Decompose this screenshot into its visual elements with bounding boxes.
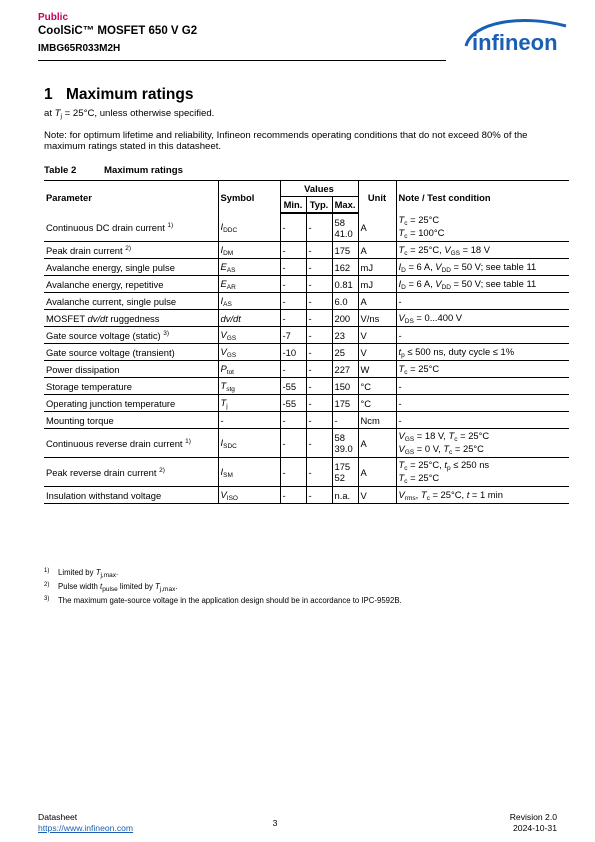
table-row — [44, 242, 569, 259]
cell-unit: A — [358, 429, 396, 458]
cell-parameter: Avalanche energy, single pulse — [44, 259, 218, 276]
footer-date: 2024-10-31 — [513, 823, 557, 833]
header-min: Min. — [280, 197, 306, 214]
cell-note: $T_c = 25^\circ C$ $T_c = 100^\circ C$ — [396, 213, 569, 242]
infineon-logo — [462, 16, 574, 60]
cell-symbol: $T_{stg}$ — [218, 378, 280, 395]
table-label: Table 2 — [44, 165, 77, 176]
table-row — [44, 259, 569, 276]
cell-parameter: Avalanche current, single pulse — [44, 293, 218, 310]
cell-max: 23 — [332, 327, 358, 344]
cell-symbol: $P_{tot}$ — [218, 361, 280, 378]
cell-typ: - — [306, 213, 332, 242]
cell-parameter: Avalanche energy, repetitive — [44, 276, 218, 293]
section-number: 1 — [44, 86, 53, 103]
header-max: Max. — [332, 197, 358, 214]
cell-unit: A — [358, 242, 396, 259]
cell-typ: - — [306, 395, 332, 412]
cell-max: 6.0 — [332, 293, 358, 310]
cell-symbol: $V_{ISO}$ — [218, 487, 280, 504]
cell-parameter: Gate source voltage (transient) — [44, 344, 218, 361]
table-row — [44, 458, 569, 487]
cell-typ: - — [306, 458, 332, 487]
table-row — [44, 327, 569, 344]
cell-unit: mJ — [358, 276, 396, 293]
cell-note: $T_c = 25^\circ C$, $V_{GS} = 18$ V — [396, 242, 569, 259]
cell-typ: - — [306, 276, 332, 293]
cell-unit: V — [358, 327, 396, 344]
cell-note: $V_{DS} = 0...400$ V — [396, 310, 569, 327]
cell-max: - — [332, 412, 358, 429]
table-row — [44, 310, 569, 327]
cell-symbol: $I_{SM}$ — [218, 458, 280, 487]
cell-note: - — [396, 378, 569, 395]
cell-note: $I_D = 6$ A, $V_{DD} = 50$ V; see table 11 — [396, 259, 569, 276]
cell-max: n.a. — [332, 487, 358, 504]
cell-max: 227 — [332, 361, 358, 378]
table-row — [44, 378, 569, 395]
cell-parameter: Gate source voltage (static) $^{3)}$ — [44, 327, 218, 344]
footer-page-number: 3 — [272, 818, 278, 828]
cell-unit: °C — [358, 378, 396, 395]
cell-min: - — [280, 429, 306, 458]
cell-typ: - — [306, 242, 332, 259]
cell-min: -7 — [280, 327, 306, 344]
cell-unit: V — [358, 487, 396, 504]
cell-note: $T_c = 25^\circ C$, $t_p \le 250$ ns $T_c = 25^\circ C$ — [396, 458, 569, 487]
footer-revision: Revision 2.0 — [509, 812, 557, 822]
cell-typ: - — [306, 344, 332, 361]
cell-note: - — [396, 395, 569, 412]
cell-typ: - — [306, 412, 332, 429]
table-caption — [44, 165, 183, 176]
cell-typ: - — [306, 293, 332, 310]
cell-symbol: $E_{AR}$ — [218, 276, 280, 293]
cell-max: 175 — [332, 242, 358, 259]
footer-url-link[interactable]: https://www.infineon.com — [38, 823, 134, 833]
cell-parameter: MOSFET dv/dt ruggedness — [44, 310, 218, 327]
table-row — [44, 276, 569, 293]
cell-max: 0.81 — [332, 276, 358, 293]
cell-unit: W — [358, 361, 396, 378]
cell-unit: °C — [358, 395, 396, 412]
cell-symbol: $T_j$ — [218, 395, 280, 412]
cell-parameter: Operating junction temperature — [44, 395, 218, 412]
section-heading — [44, 86, 193, 104]
cell-symbol: $I_{SDC}$ — [218, 429, 280, 458]
cell-typ: - — [306, 487, 332, 504]
cell-parameter: Power dissipation — [44, 361, 218, 378]
cell-note: - — [396, 412, 569, 429]
cell-symbol: $E_{AS}$ — [218, 259, 280, 276]
section-condition: at $T_j = 25^\circ C$, unless otherwise specified. — [44, 108, 215, 120]
cell-unit: A — [358, 458, 396, 487]
cell-min: - — [280, 242, 306, 259]
cell-max: 58 39.0 — [332, 429, 358, 458]
cell-min: - — [280, 458, 306, 487]
section-title: Maximum ratings — [66, 86, 194, 103]
cell-note: $t_p \le 500$ ns, duty cycle ≤ 1% — [396, 344, 569, 361]
cell-note: $T_c = 25^\circ C$ — [396, 361, 569, 378]
cell-note: $I_D = 6$ A, $V_{DD} = 50$ V; see table 11 — [396, 276, 569, 293]
footer-left — [38, 812, 133, 834]
classification-label: Public — [38, 12, 69, 23]
cell-symbol: - — [218, 412, 280, 429]
cell-parameter: Continuous DC drain current $^{1)}$ — [44, 213, 218, 242]
cell-min: -55 — [280, 378, 306, 395]
cell-unit: Ncm — [358, 412, 396, 429]
cell-note: - — [396, 293, 569, 310]
cell-unit: A — [358, 213, 396, 242]
cell-min: - — [280, 487, 306, 504]
table-body — [44, 213, 569, 504]
cell-symbol: $I_{AS}$ — [218, 293, 280, 310]
cell-min: - — [280, 259, 306, 276]
cell-parameter: Mounting torque — [44, 412, 218, 429]
table-row — [44, 487, 569, 504]
cell-parameter: Peak drain current $^{2)}$ — [44, 242, 218, 259]
part-number: IMBG65R033M2H — [38, 43, 121, 54]
table-title: Maximum ratings — [104, 165, 183, 176]
table-row — [44, 429, 569, 458]
table-row — [44, 213, 569, 242]
cell-symbol: $V_{GS}$ — [218, 344, 280, 361]
cell-max: 200 — [332, 310, 358, 327]
cell-parameter: Insulation withstand voltage — [44, 487, 218, 504]
product-title: CoolSiC™ MOSFET 650 V G2 — [38, 25, 198, 37]
cell-min: - — [280, 310, 306, 327]
cell-note: $V_{rms}$, $T_c = 25^\circ C$, t = 1 min — [396, 487, 569, 504]
cell-typ: - — [306, 259, 332, 276]
cell-symbol: $I_{DM}$ — [218, 242, 280, 259]
table-row — [44, 361, 569, 378]
cell-unit: mJ — [358, 259, 396, 276]
cell-max: 175 52 — [332, 458, 358, 487]
cell-unit: A — [358, 293, 396, 310]
footnote: 2) Pulse width $t_{pulse}$ limited by $T_{j,max}$. — [44, 582, 178, 593]
cell-min: - — [280, 361, 306, 378]
cell-typ: - — [306, 310, 332, 327]
cell-min: - — [280, 276, 306, 293]
table-row — [44, 395, 569, 412]
cell-min: -55 — [280, 395, 306, 412]
maximum-ratings-table — [44, 180, 569, 504]
cell-note: $V_{GS} = 18$ V, $T_c = 25^\circ C$ $V_{GS} = 0$ V, $T_c = 25^\circ C$ — [396, 429, 569, 458]
header-typ: Typ. — [306, 197, 332, 214]
footnote: 3) The maximum gate-source voltage in the application design should be in accordance to IPC-9592B. — [44, 596, 402, 605]
cell-parameter: Peak reverse drain current $^{2)}$ — [44, 458, 218, 487]
cell-min: - — [280, 213, 306, 242]
cell-max: 25 — [332, 344, 358, 361]
table-row — [44, 412, 569, 429]
cell-note: - — [396, 327, 569, 344]
table-row — [44, 344, 569, 361]
cell-min: - — [280, 412, 306, 429]
footer-doc-type: Datasheet — [38, 812, 78, 822]
cell-max: 150 — [332, 378, 358, 395]
cell-min: - — [280, 293, 306, 310]
cell-unit: V — [358, 344, 396, 361]
cell-max: 175 — [332, 395, 358, 412]
cell-max: 162 — [332, 259, 358, 276]
table-row — [44, 293, 569, 310]
footnote: 1) Limited by $T_{j,max}$. — [44, 568, 119, 579]
header-values: Values — [280, 181, 358, 197]
logo-wordmark: infineon — [472, 30, 558, 55]
header-unit: Unit — [358, 181, 396, 214]
cell-min: -10 — [280, 344, 306, 361]
cell-typ: - — [306, 429, 332, 458]
cell-parameter: Storage temperature — [44, 378, 218, 395]
cell-symbol: $I_{DDC}$ — [218, 213, 280, 242]
cell-typ: - — [306, 378, 332, 395]
footer-right — [510, 812, 557, 834]
header-parameter: Parameter — [44, 181, 218, 214]
cell-typ: - — [306, 361, 332, 378]
cell-symbol: dv/dt — [218, 310, 280, 327]
header-symbol: Symbol — [218, 181, 280, 214]
cell-symbol: $V_{GS}$ — [218, 327, 280, 344]
header-note: Note / Test condition — [396, 181, 569, 214]
section-note: Note: for optimum lifetime and reliability, Infineon recommends operating conditions that do not exceed 80% of the maximum ratings stated in this datasheet. — [44, 130, 528, 152]
cell-typ: - — [306, 327, 332, 344]
cell-unit: V/ns — [358, 310, 396, 327]
header-divider — [38, 60, 446, 61]
cell-max: 58 41.0 — [332, 213, 358, 242]
cell-parameter: Continuous reverse drain current $^{1)}$ — [44, 429, 218, 458]
